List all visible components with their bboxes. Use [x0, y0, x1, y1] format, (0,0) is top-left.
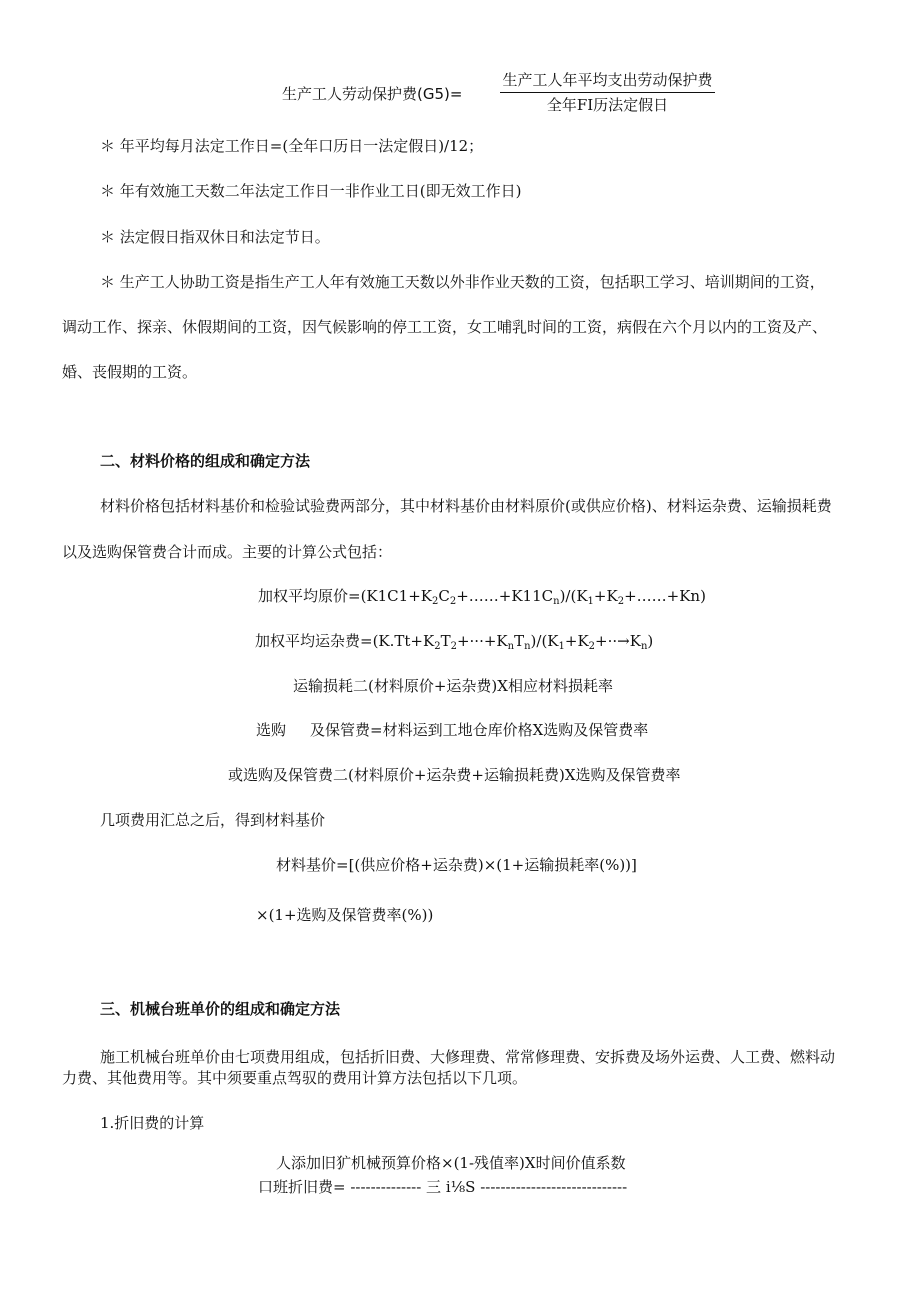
summary-text: 几项费用汇总之后，得到材料基价	[100, 811, 326, 829]
formula-storage-fee: 及保管费=材料运到工地仓库价格X选购及保管费率	[310, 721, 649, 739]
section3-para-line2: 力费、其他费用等。其中须要重点驾驭的费用计算方法包括以下几项。	[62, 1069, 528, 1087]
formula-weighted-freight: 加权平均运杂费$=(K.Tt+K_2T_2+\cdot\cdot\cdot+K_nT_n)/(K_1+K_2+\cdot\cdot\to K_n)$	[255, 632, 654, 652]
note-holidays: ＊ 法定假日指双休日和法定节日。	[100, 228, 330, 246]
formula-transport-loss: 运输损耗二(材料原价+运杂费)X相应材料损耗率	[293, 677, 613, 695]
depreciation-item-title: 1.折旧费的计算	[100, 1114, 205, 1132]
formula-storage-fee-alt: 或选购及保管费二(材料原价+运杂费+运输损耗费)X选购及保管费率	[228, 766, 681, 784]
g5-numerator: 生产工人年平均支出劳动保护费	[500, 70, 715, 93]
formula-weighted-price: 加权平均原价$=(K1C1+K_2C_2+\dots\dots+K11C_n)/(K_1+K_2+\dots\dots+Kn)$	[258, 587, 706, 607]
section3-heading: 三、机械台班单价的组成和确定方法	[100, 1000, 341, 1018]
section2-heading: 二、材料价格的组成和确定方法	[100, 452, 311, 470]
g5-formula-label: 生产工人劳动保护费(G5)=	[282, 85, 463, 103]
formula-storage-label: 选购	[256, 721, 287, 739]
section2-para-line2: 以及选购保管费合计而成。主要的计算公式包括：	[62, 543, 393, 561]
note-aux-wage-line2: 调动工作、探亲、休假期间的工资，因气候影响的停工工资，女工哺乳时间的工资，病假在六个月以内的工资及产、	[62, 318, 828, 336]
formula-base-price-line1: 材料基价=[(供应价格+运杂费)×(1+运输损耗率(%))]	[276, 856, 637, 874]
section3-para-line1: 施工机械台班单价由七项费用组成，包括折旧费、大修理费、常常修理费、安拆费及场外运费、人工费、燃料动	[100, 1048, 836, 1066]
note-aux-wage-line1: ＊ 生产工人协助工资是指生产工人年有效施工天数以外非作业天数的工资，包括职工学习、培训期间的工资，	[100, 273, 825, 291]
g5-fraction	[500, 70, 715, 115]
note-effective-days: ＊ 年有效施工天数二年法定工作日一非作业工日(即无效工作日)	[100, 182, 522, 200]
section2-para-line1: 材料价格包括材料基价和检验试验费两部分，其中材料基价由材料原价(或供应价格)、材料运杂费、运输损耗费	[100, 497, 832, 515]
note-aux-wage-line3: 婚、丧假期的工资。	[62, 363, 198, 381]
note-workdays: ＊ 年平均每月法定工作日=(全年口历日一法定假日)/12；	[100, 137, 484, 155]
formula-base-price-line2: ×(1+选购及保管费率(%))	[256, 906, 434, 924]
g5-denominator: 全年FI历法定假日	[546, 96, 669, 114]
depreciation-formula-top: 人添加旧犷机械预算价格×(1-残值率)X时间价值系数	[276, 1154, 626, 1172]
depreciation-formula-bottom: 口班折旧费= -------------- 三 i⅛S -----------------------------	[258, 1178, 628, 1196]
